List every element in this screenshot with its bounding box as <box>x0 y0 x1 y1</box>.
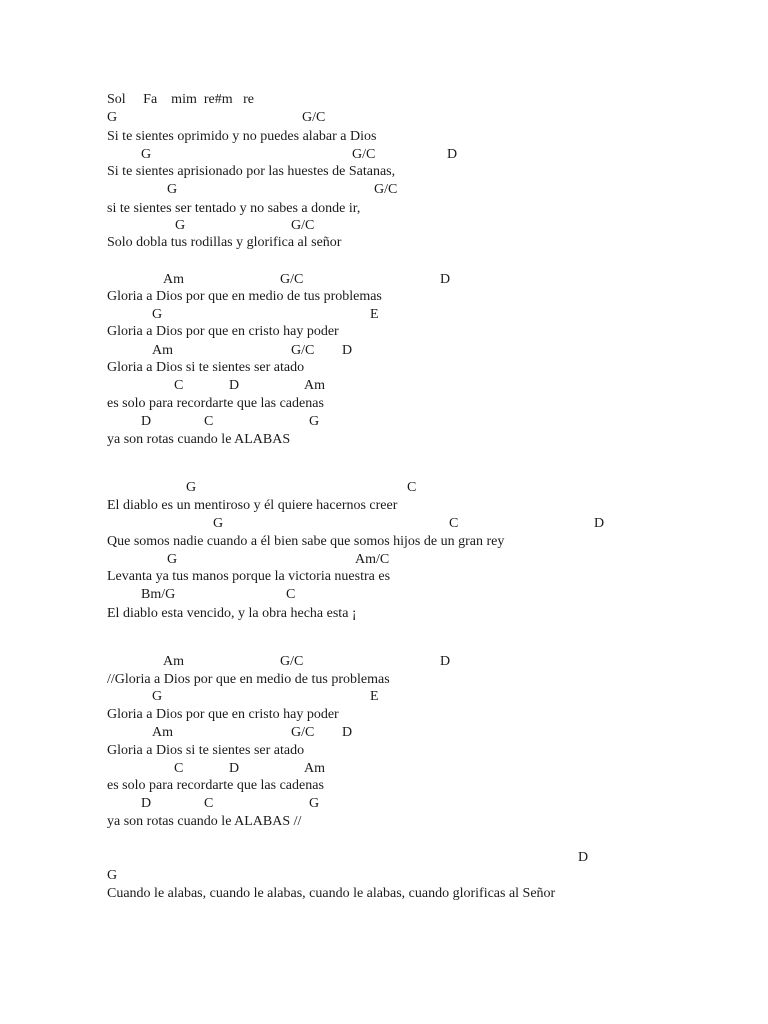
chord: E <box>370 307 379 322</box>
chord: G/C <box>280 654 304 669</box>
chord: G <box>167 552 178 567</box>
chord: D <box>578 850 589 865</box>
chord: Am <box>152 725 173 740</box>
lyric-line: Gloria a Dios si te sientes ser atado <box>107 360 305 375</box>
lyric-line: Que somos nadie cuando a él bien sabe que somos hijos de un gran rey <box>107 534 505 549</box>
chord: G/C <box>291 343 315 358</box>
lyric-line: Si te sientes oprimido y no puedes alabar a Dios <box>107 129 377 144</box>
lyric-line: Gloria a Dios por que en cristo hay poder <box>107 324 339 339</box>
chord-notation-legend: Sol Fa mim re#m re <box>107 92 254 107</box>
chord: G/C <box>280 272 304 287</box>
chord: C <box>204 796 214 811</box>
chord: G/C <box>291 218 315 233</box>
chord: D <box>229 378 240 393</box>
chord: G <box>107 868 118 883</box>
chord: G <box>152 307 163 322</box>
chord: D <box>342 725 353 740</box>
chord: G <box>152 689 163 704</box>
chord: Am/C <box>355 552 390 567</box>
chord: G <box>186 480 197 495</box>
lyric-line: Si te sientes aprisionado por las huestes de Satanas, <box>107 164 396 179</box>
chord: D <box>447 147 458 162</box>
lyric-line: es solo para recordarte que las cadenas <box>107 778 324 793</box>
chord: C <box>286 587 296 602</box>
chord: G <box>167 182 178 197</box>
chord: G <box>175 218 186 233</box>
lyric-line: //Gloria a Dios por que en medio de tus problemas <box>107 672 390 687</box>
chord: Am <box>152 343 173 358</box>
lyric-line: El diablo es un mentiroso y él quiere hacernos creer <box>107 498 398 513</box>
chord: D <box>342 343 353 358</box>
chord: D <box>229 761 240 776</box>
chord: C <box>174 378 184 393</box>
chord: Bm/G <box>141 587 176 602</box>
lyric-line: El diablo esta vencido, y la obra hecha esta ¡ <box>107 606 357 621</box>
lyric-line: Gloria a Dios si te sientes ser atado <box>107 743 305 758</box>
lyric-line: si te sientes ser tentado y no sabes a donde ir, <box>107 201 361 216</box>
chord: C <box>204 414 214 429</box>
chord: Am <box>163 272 184 287</box>
lyric-line: Gloria a Dios por que en cristo hay poder <box>107 707 339 722</box>
chord: C <box>174 761 184 776</box>
chord: G/C <box>352 147 376 162</box>
lyric-line: Levanta ya tus manos porque la victoria nuestra es <box>107 569 391 584</box>
chord: G <box>309 414 320 429</box>
chord: D <box>440 272 451 287</box>
chord: G <box>213 516 224 531</box>
chord: Am <box>163 654 184 669</box>
chord: Am <box>304 378 325 393</box>
lyric-line: es solo para recordarte que las cadenas <box>107 396 324 411</box>
chord: E <box>370 689 379 704</box>
chord: C <box>449 516 459 531</box>
chord: Am <box>304 761 325 776</box>
chord: C <box>407 480 417 495</box>
chord: D <box>141 796 152 811</box>
lyric-line: Cuando le alabas, cuando le alabas, cuando le alabas, cuando glorificas al Señor <box>107 886 556 901</box>
chord: D <box>440 654 451 669</box>
chord: D <box>141 414 152 429</box>
lyric-line: ya son rotas cuando le ALABAS // <box>107 814 302 829</box>
chord: G/C <box>291 725 315 740</box>
chord: G <box>107 110 118 125</box>
chord: G <box>309 796 320 811</box>
chord: D <box>594 516 605 531</box>
lyric-line: ya son rotas cuando le ALABAS <box>107 432 291 447</box>
lyric-line: Gloria a Dios por que en medio de tus problemas <box>107 289 382 304</box>
chord: G/C <box>374 182 398 197</box>
chord: G/C <box>302 110 326 125</box>
chord: G <box>141 147 152 162</box>
lyric-line: Solo dobla tus rodillas y glorifica al señor <box>107 235 342 250</box>
